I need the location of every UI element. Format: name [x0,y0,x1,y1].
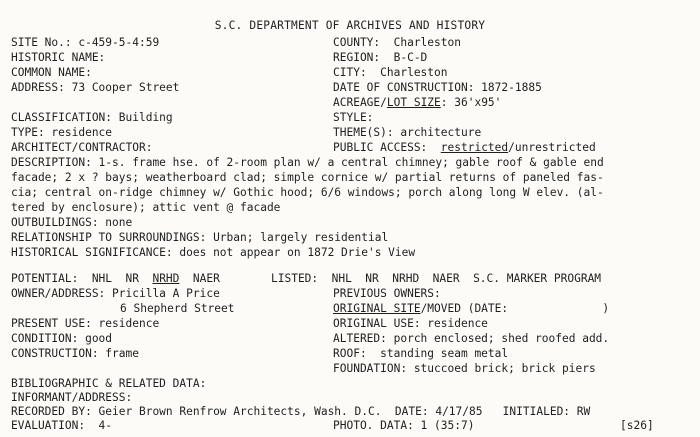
region: REGION: B-C-D [333,51,428,64]
potential-rest: NAER [179,272,220,285]
address: ADDRESS: 73 Cooper Street [11,81,180,94]
present-use: PRESENT USE: residence [11,317,160,330]
original-site-label: ORIGINAL SITE [333,302,421,315]
moved-date: /MOVED (DATE: ) [420,302,610,315]
bibliographic-data: BIBLIOGRAPHIC & RELATED DATA: [11,377,207,390]
city: CITY: Charleston [333,66,448,79]
owner-address: OWNER/ADDRESS: Pricilla A Price [11,287,220,300]
architect-contractor: ARCHITECT/CONTRACTOR: [11,141,153,154]
owner-address-line-2: 6 Shepherd Street [120,302,235,315]
common-name: COMMON NAME: [11,66,92,79]
evaluation: EVALUATION: 4- [11,419,113,432]
informant-address: INFORMANT/ADDRESS: [11,391,133,404]
original-site-moved [333,302,609,315]
style: STYLE: [333,111,374,124]
card-title: S.C. DEPARTMENT OF ARCHIVES AND HISTORY [214,19,486,32]
roof: ROOF: standing seam metal [333,347,509,360]
acreage-lot-size [333,96,501,109]
description-line: DESCRIPTION: 1-s. frame hse. of 2-room plan w/ a central chimney; gable roof & gable end [11,156,604,169]
date-of-construction: DATE OF CONSTRUCTION: 1872-1885 [333,81,542,94]
condition: CONDITION: good [11,332,113,345]
themes: THEME(S): architecture [333,126,482,139]
recorded-by: RECORDED BY: Geier Brown Renfrow Architects, Wash. D.C. DATE: 4/17/85 INITIALED: RW [11,405,591,418]
lot-size-value: : 36'x95' [440,96,502,109]
lot-size-label: LOT SIZE [386,96,441,109]
county: COUNTY: Charleston [333,36,461,49]
description-line: cia; central on-ridge chimney w/ Gothic hood; 6/6 windows; porch along long W elev. (al- [11,186,604,199]
site-number: SITE No.: c-459-5-4:59 [11,36,160,49]
type: TYPE: residence [11,126,113,139]
altered: ALTERED: porch enclosed; shed roofed add. [333,332,610,345]
public-access-rest: /unrestricted [508,141,596,154]
acreage-label: ACREAGE/ [333,96,387,109]
relationship-to-surroundings: RELATIONSHIP TO SURROUNDINGS: Urban; largely residential [11,231,389,244]
classification: CLASSIFICATION: Building [11,111,173,124]
description-line: tered by enclosure); attic vent @ facade [11,201,281,214]
public-access-restricted: restricted [440,141,509,154]
construction: CONSTRUCTION: frame [11,347,139,360]
listed: LISTED: NHL NR NRHD NAER S.C. MARKER PROGRAM [271,272,602,285]
previous-owners: PREVIOUS OWNERS: [333,287,441,300]
public-access [333,141,596,154]
historical-significance: HISTORICAL SIGNIFICANCE: does not appear on 1872 Drie's View [11,246,416,259]
historic-name: HISTORIC NAME: [11,51,106,64]
foundation: FOUNDATION: stuccoed brick; brick piers [333,362,596,375]
original-use: ORIGINAL USE: residence [333,317,488,330]
potential-selected: NRHD [152,272,180,285]
description-line: facade; 2 x ? bays; weatherboard clad; simple cornice w/ partial returns of paneled fas- [11,171,604,184]
potential [11,272,220,285]
card-code: [s26] [620,419,654,432]
public-access-label: PUBLIC ACCESS: [333,141,441,154]
potential-label: POTENTIAL: NHL NR [11,272,153,285]
outbuildings: OUTBUILDINGS: none [11,216,133,229]
photo-data: PHOTO. DATA: 1 (35:7) [333,419,475,432]
